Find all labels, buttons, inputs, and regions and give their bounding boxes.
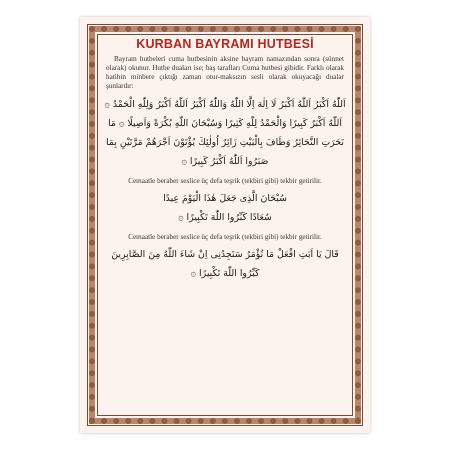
instruction-note-2: Cemaatle beraber seslice üç defa teşrik (tekbiri gibi) tekbir getirilir. [128,233,322,241]
arabic-line: قَالَ يَا اَبَتِ افْعَلْ مَا تُؤْمَرُ سَتَجِدُنِى اِنْ شَاءَ اللّٰهُ مِنَ الصَّابِرِينَ [111,249,339,260]
intro-paragraph: Bayram hutbeleri cuma hutbesinin aksine bayram namazından sonra (sünnet olarak) okunur. Hutbe duaları ise; baş tarafları Cuma hutbesi gibidir. Farklı olarak hatibin minbere çıktığı zaman otur-maksızın sesli olarak okuyacağı dualar şunlardır: [106,55,344,90]
page-content [102,37,348,289]
arabic-line: كَبِّرُوا اللّٰهَ تَكْبِيرًا ۞ [190,268,260,279]
instruction-note-1: Cemaatle beraber seslice üç defa teşrik (tekbiri gibi) tekbir getirilir. [128,177,322,185]
arabic-prayer-block-2 [102,189,348,227]
arabic-prayer-block-1: اَللّٰهُ اَكْبَرُ اَللّٰهُ اَكْبَرُ لَا اِلٰهَ اِلَّا اللّٰهُ وَاللّٰهُ اَكْبَرُ اَللّٰهُ اَكْبَرُ وَلِلّٰهِ الْحَمْدُ ۞ اَللّٰهُ اَكْبَرُ كَبِيرًا وَالْحَمْدُ لِلّٰهِ كَثِيرًا وَسُبْحَانَ اللّٰهِ بُكْرَةً وَاَصِيلًا ۞ مَا نَحَرَتِ النَّحَائِرُ وَطَافَ بِالْبَيْتِ زَائِرٌ اُولٰئِكَ يُؤْتَوْنَ اَجْرَهُمْ مَرَّتَيْنِ بِمَا صَبَرُوا اَللّٰهُ اَكْبَرُ كَبِيرًا ۞ [104,99,346,167]
page-title: KURBAN BAYRAMI HUTBESİ [136,37,314,51]
arabic-prayer-block-3 [102,245,348,283]
arabic-line: سُبْحَانَ الَّذِى جَعَلَ هٰذَا الْيَوْمَ عِيدًا [163,193,287,204]
arabic-line: سُعَادًا كَبِّرُوا اللّٰهَ تَكْبِيرًا ۞ [178,212,272,223]
document-page [80,17,370,433]
